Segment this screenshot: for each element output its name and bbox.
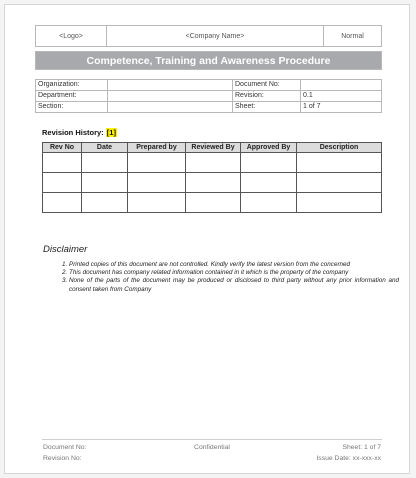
footer-divider — [42, 439, 382, 440]
revision-history-table — [42, 142, 382, 213]
revision-label: Revision: — [233, 91, 301, 102]
list-item: 1. Printed copies of this document are not controlled. Kindly verify the latest version from the concerned — [69, 261, 399, 269]
section-label: Section: — [36, 102, 108, 113]
document-title: Competence, Training and Awareness Procedure — [35, 51, 382, 70]
organization-label: Organization: — [36, 80, 108, 91]
sheet-label: Sheet: — [233, 102, 301, 113]
document-info-table — [35, 79, 382, 113]
revision-history-heading — [42, 128, 117, 137]
reference-link[interactable]: [1] — [106, 128, 116, 137]
logo-placeholder: <Logo> — [36, 26, 107, 47]
document-footer — [43, 442, 381, 464]
column-header: Reviewed By — [186, 143, 241, 153]
disclaimer-list — [53, 261, 399, 294]
column-header: Prepared by — [128, 143, 186, 153]
column-header: Date — [82, 143, 128, 153]
table-row — [43, 153, 382, 173]
table-row — [43, 173, 382, 193]
document-header — [35, 25, 382, 47]
footer-document-no: Document No: — [43, 444, 87, 451]
disclaimer-heading: Disclaimer — [43, 244, 88, 255]
department-label: Department: — [36, 91, 108, 102]
column-header: Rev No — [43, 143, 82, 153]
document-no-value — [301, 80, 382, 91]
document-page — [4, 4, 410, 474]
footer-revision-no: Revision No: — [43, 455, 82, 462]
revision-value: 0.1 — [301, 91, 382, 102]
organization-value — [108, 80, 233, 91]
document-no-label: Document No: — [233, 80, 301, 91]
department-value — [108, 91, 233, 102]
section-value — [108, 102, 233, 113]
table-row — [43, 193, 382, 213]
footer-confidential: Confidential — [194, 444, 230, 451]
list-item: 3. None of the parts of the document may be produced or disclosed to third party without any prior information and consent taken from Company — [69, 277, 399, 293]
column-header: Description — [297, 143, 382, 153]
style-label: Normal — [324, 26, 382, 47]
revision-history-label: Revision History: — [42, 128, 104, 137]
sheet-value: 1 of 7 — [301, 102, 382, 113]
list-item: 2. This document has company related information contained in it which is the property of the company — [69, 269, 399, 277]
column-header: Approved By — [241, 143, 297, 153]
company-name: <Company Name> — [107, 26, 324, 47]
footer-issue-date: Issue Date: xx-xxx-xx — [316, 455, 381, 462]
footer-sheet: Sheet: 1 of 7 — [342, 444, 381, 451]
